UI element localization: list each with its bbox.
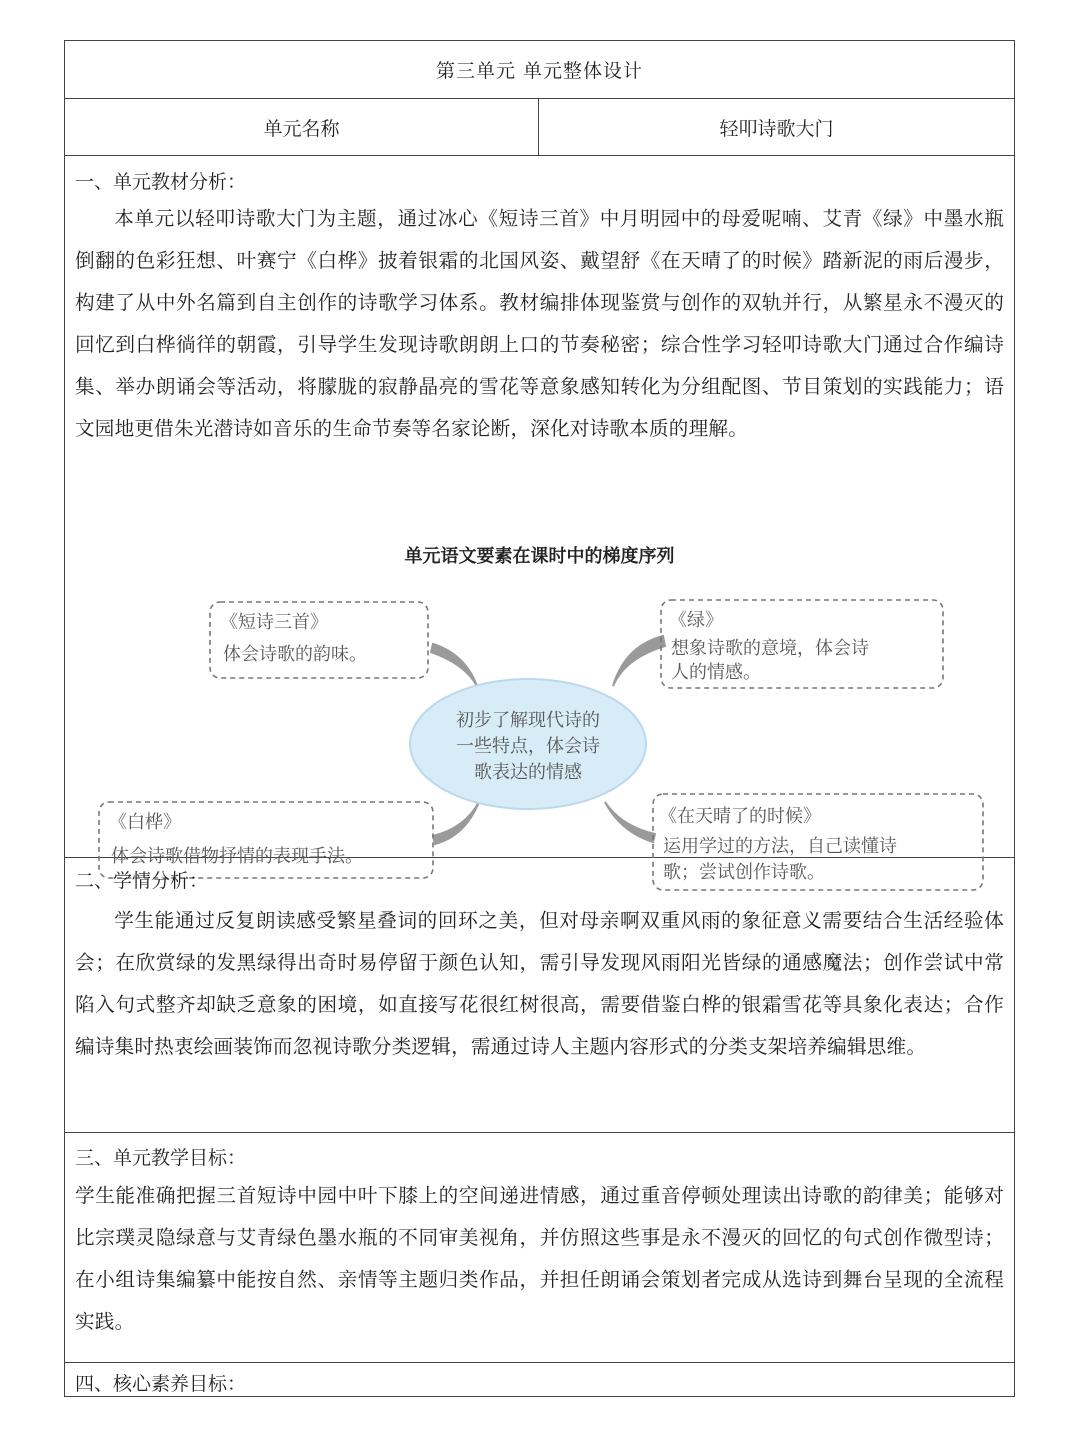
unit-name-row bbox=[65, 99, 1014, 156]
box-title: 《绿》 bbox=[669, 610, 723, 631]
connector-top-right bbox=[613, 636, 665, 686]
section-heading: 一、单元教材分析： bbox=[75, 171, 247, 193]
box-line: 歌；尝试创作诗歌。 bbox=[663, 862, 825, 883]
diagram-title: 单元语文要素在课时中的梯度序列 bbox=[404, 546, 675, 567]
box-line: 运用学过的方法，自己读懂诗 bbox=[663, 836, 897, 857]
unit-name-label: 单元名称 bbox=[65, 99, 539, 155]
box-line: 想象诗歌的意境，体会诗 bbox=[671, 638, 869, 659]
connector-top-left bbox=[431, 644, 477, 686]
section-heading: 三、单元教学目标： bbox=[75, 1147, 247, 1169]
section-learning-analysis bbox=[65, 858, 1014, 1133]
center-line: 歌表达的情感 bbox=[474, 762, 582, 783]
section-body: 学生能通过反复朗读感受繁星叠词的回环之美，但对母亲啊双重风雨的象征意义需要结合生活经验体会；在欣赏绿的发黑绿得出奇时易停留于颜色认知，需引导发现风雨阳光皆绿的通感魔法；创作尝试中常陷入句式整齐却缺乏意象的困境，如直接写花很红树很高，需要借鉴白桦的银霜雪花等具象化表达；合作编诗集时热衷绘画装饰而忽视诗歌分类逻辑，需通过诗人主题内容形式的分类支架培养编辑思维。 bbox=[75, 909, 1004, 1058]
section-heading: 二、学情分析： bbox=[75, 870, 209, 892]
section-body: 本单元以轻叩诗歌大门为主题，通过冰心《短诗三首》中月明园中的母爱呢喃、艾青《绿》中墨水瓶倒翻的色彩狂想、叶赛宁《白桦》披着银霜的北国风姿、戴望舒《在天晴了的时候》踏新泥的雨后漫步，构建了从中外名篇到自主创作的诗歌学习体系。教材编排体现鉴赏与创作的双轨并行，从繁星永不漫灭的回忆到白桦徜徉的朝霞，引导学生发现诗歌朗朗上口的节奏秘密；综合性学习轻叩诗歌大门通过合作编诗集、举办朗诵会等活动，将朦胧的寂静晶亮的雪花等意象感知转化为分组配图、节目策划的实践能力；语文园地更借朱光潜诗如音乐的生命节奏等名家论断，深化对诗歌本质的理解。 bbox=[75, 207, 1004, 440]
box-line: 人的情感。 bbox=[671, 662, 761, 683]
unit-name-value: 轻叩诗歌大门 bbox=[719, 117, 834, 140]
box-title: 《短诗三首》 bbox=[220, 612, 328, 633]
table-title-row bbox=[65, 41, 1014, 99]
box-line: 体会诗歌的韵味。 bbox=[223, 644, 367, 665]
connector-bottom-right bbox=[605, 802, 655, 842]
table-title: 第三单元 单元整体设计 bbox=[435, 60, 644, 82]
box-title: 《在天晴了的时候》 bbox=[659, 806, 821, 827]
unit-design-table bbox=[64, 40, 1015, 1397]
section-body: 学生能准确把握三首短诗中园中叶下膝上的空间递进情感，通过重音停顿处理读出诗歌的韵律美；能够对比宗璞灵隐绿意与艾青绿色墨水瓶的不同审美视角，并仿照这些事是永不漫灭的回忆的句式创作微型诗；在小组诗集编纂中能按自然、亲情等主题归类作品，并担任朗诵会策划者完成从选诗到舞台呈现的全流程实践。 bbox=[75, 1184, 1004, 1333]
center-line: 初步了解现代诗的 bbox=[456, 710, 600, 731]
center-line: 一些特点，体会诗 bbox=[456, 736, 600, 757]
box-title: 《白桦》 bbox=[109, 812, 181, 833]
box-line: 体会诗歌借物抒情的表现手法。 bbox=[111, 846, 363, 867]
section-heading: 四、核心素养目标： bbox=[75, 1373, 247, 1395]
section-teaching-goals bbox=[65, 1133, 1014, 1363]
connector-bottom-left bbox=[433, 802, 479, 844]
